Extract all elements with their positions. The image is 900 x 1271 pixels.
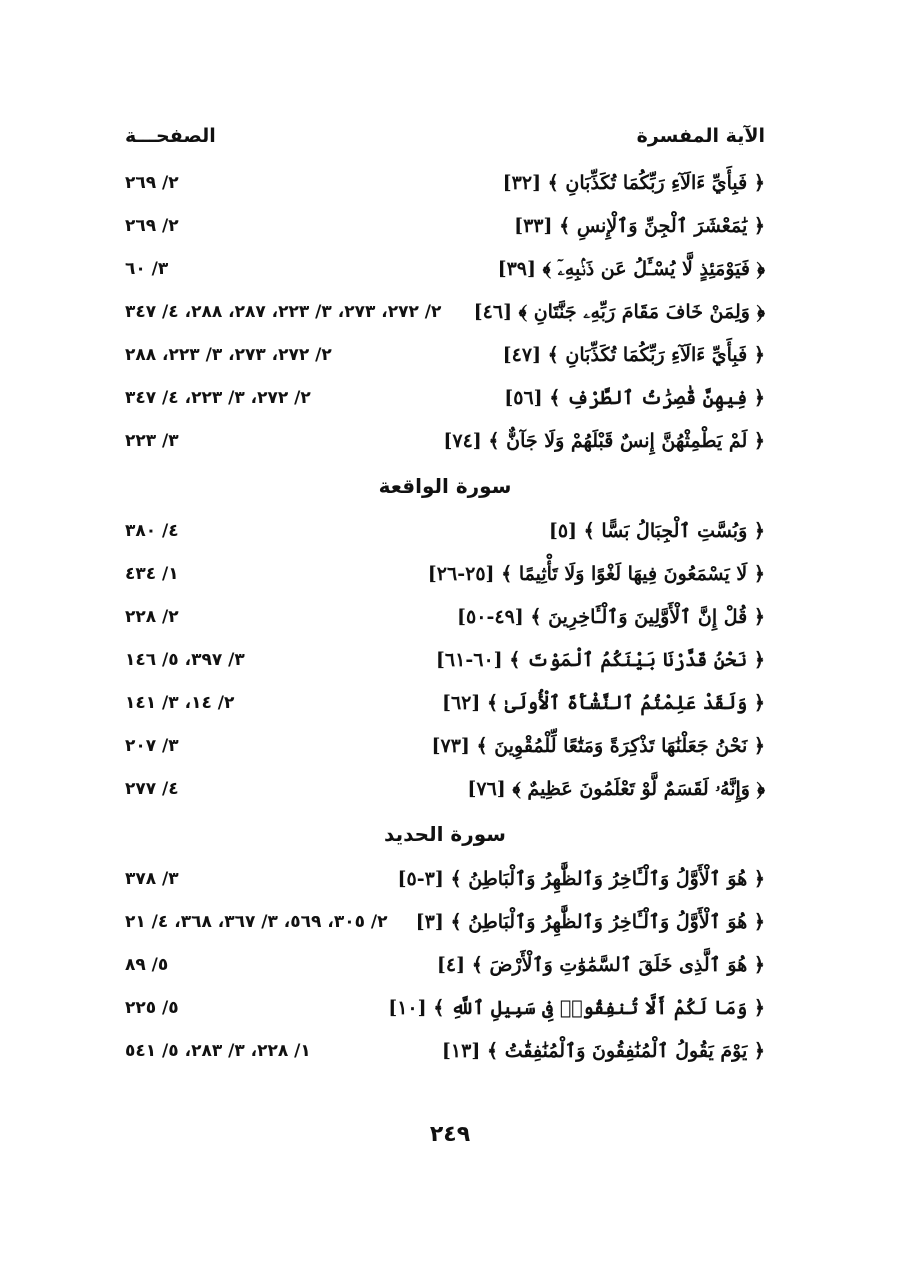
index-row <box>125 772 765 806</box>
verse-text: ﴿ يَٰمَعْشَرَ ٱلْجِنِّ وَٱلْإِنسِ ﴾ [٣٣] <box>514 215 765 237</box>
page-references: ٢/ ٢٢٨ <box>125 607 179 627</box>
page-number: ٢٤٩ <box>429 1122 471 1147</box>
page-references: ٢/ ١٤، ٣/ ١٤١ <box>125 693 235 713</box>
page-references: ١/ ٢٢٨، ٣/ ٢٨٣، ٥/ ٥٤١ <box>125 1041 311 1061</box>
verse-text: ﴿ قُلْ إِنَّ ٱلْأَوَّلِينَ وَٱلْـَٔاخِرِينَ ﴾ [٤٩-٥٠] <box>457 606 765 628</box>
verse-text: ﴿ وَمَا لَكُمْ أَلَّا تُنفِقُوا۟ فِى سَبِيلِ ٱللَّهِ ﴾ [١٠] <box>388 997 765 1019</box>
surah-title: سورة الواقعة <box>378 474 512 498</box>
page-references: ٥/ ٢٢٥ <box>125 998 179 1018</box>
page-references: ٢/ ٢٧٢، ٢٧٣، ٣/ ٢٢٣، ٢٨٨ <box>125 345 332 365</box>
index-row <box>125 514 765 548</box>
verse-text: ﴿ هُوَ ٱلَّذِى خَلَقَ ٱلسَّمَٰوَٰتِ وَٱلْأَرْضَ ﴾ [٤] <box>436 954 765 976</box>
page-references: ٥/ ٨٩ <box>125 955 169 975</box>
index-row <box>125 166 765 200</box>
verse-text: ﴿ هُوَ ٱلْأَوَّلُ وَٱلْـَٔاخِرُ وَٱلظَّٰهِرُ وَٱلْبَاطِنُ ﴾ [٣] <box>415 911 765 933</box>
verse-text: ﴿ وَلِمَنْ خَافَ مَقَامَ رَبِّهِۦ جَنَّتَانِ ﴾ [٤٦] <box>473 301 765 323</box>
index-row <box>125 729 765 763</box>
page-references: ٣/ ٢٢٣ <box>125 431 179 451</box>
index-row <box>125 600 765 634</box>
index-row <box>125 991 765 1025</box>
verse-column-header: الآية المفسرة <box>636 125 765 147</box>
verse-text: ﴿ يَوْمَ يَقُولُ ٱلْمُنَٰفِقُونَ وَٱلْمُنَٰفِقَٰتُ ﴾ [١٣] <box>441 1040 765 1062</box>
page-references: ٢/ ٢٦٩ <box>125 173 179 193</box>
index-row <box>125 338 765 372</box>
verse-text: ﴿ نَحْنُ جَعَلْنَٰهَا تَذْكِرَةً وَمَتَٰعًا لِّلْمُقْوِينَ ﴾ [٧٣] <box>431 735 765 757</box>
verse-text: ﴿ لَا يَسْمَعُونَ فِيهَا لَغْوًا وَلَا تَأْثِيمًا ﴾ [٢٥-٢٦] <box>427 563 765 585</box>
index-row <box>125 424 765 458</box>
page-references: ١/ ٤٣٤ <box>125 564 179 584</box>
page-references: ٣/ ٣٩٧، ٥/ ١٤٦ <box>125 650 245 670</box>
verse-text: ﴿ وَلَقَدْ عَلِمْتُمُ ٱلنَّشْأَةَ ٱلْأُولَىٰ ﴾ [٦٢] <box>441 692 765 714</box>
verse-text: ﴿ فِيهِنَّ قَٰصِرَٰتُ ٱلطَّرْفِ ﴾ [٥٦] <box>504 387 765 409</box>
index-row <box>125 643 765 677</box>
verse-text: ﴿ لَمْ يَطْمِثْهُنَّ إِنسٌ قَبْلَهُمْ وَلَا جَآنٌّ ﴾ [٧٤] <box>443 430 765 452</box>
index-row <box>125 557 765 591</box>
page-references: ٢/ ٣٠٥، ٥٦٩، ٣/ ٣٦٧، ٣٦٨، ٤/ ٢١ <box>125 912 388 932</box>
page-references: ٢/ ٢٦٩ <box>125 216 179 236</box>
verse-text: ﴿ فَبِأَيِّ ءَالَآءِ رَبِّكُمَا تُكَذِّبَانِ ﴾ [٣٢] <box>502 172 765 194</box>
table-header <box>125 118 765 154</box>
verse-text: ﴿ وَإِنَّهُۥ لَقَسَمٌ لَّوْ تَعْلَمُونَ عَظِيمٌ ﴾ [٧٦] <box>467 778 765 800</box>
index-row <box>125 948 765 982</box>
index-row <box>125 1034 765 1068</box>
page-column-header: الصفحـــة <box>125 125 216 147</box>
page-references: ٣/ ٢٠٧ <box>125 736 179 756</box>
index-row <box>125 252 765 286</box>
index-row <box>125 905 765 939</box>
verse-text: ﴿ وَبُسَّتِ ٱلْجِبَالُ بَسًّا ﴾ [٥] <box>548 520 765 542</box>
index-row <box>125 381 765 415</box>
surah-title: سورة الحديد <box>384 822 506 846</box>
verse-text: ﴿ فَيَوْمَئِذٍ لَّا يُسْـَٔلُ عَن ذَنۢبِهِۦٓ ﴾ [٣٩] <box>497 258 765 280</box>
page-references: ٤/ ٢٧٧ <box>125 779 179 799</box>
page-references: ٢/ ٢٧٢، ٣/ ٢٢٣، ٤/ ٣٤٧ <box>125 388 311 408</box>
page-references: ٣/ ٣٧٨ <box>125 869 179 889</box>
page-references: ٢/ ٢٧٢، ٢٧٣، ٣/ ٢٢٣، ٢٨٧، ٢٨٨، ٤/ ٣٤٧ <box>125 302 442 322</box>
index-row <box>125 295 765 329</box>
verse-text: ﴿ هُوَ ٱلْأَوَّلُ وَٱلْـَٔاخِرُ وَٱلظَّٰهِرُ وَٱلْبَاطِنُ ﴾ [٣-٥] <box>397 868 765 890</box>
index-row <box>125 686 765 720</box>
verse-text: ﴿ فَبِأَيِّ ءَالَآءِ رَبِّكُمَا تُكَذِّبَانِ ﴾ [٤٧] <box>502 344 765 366</box>
page-references: ٣/ ٦٠ <box>125 259 169 279</box>
index-row <box>125 862 765 896</box>
page-references: ٤/ ٣٨٠ <box>125 521 179 541</box>
index-row <box>125 209 765 243</box>
verse-text: ﴿ نَحْنُ قَدَّرْنَا بَيْنَكُمُ ٱلْمَوْتَ ﴾ [٦٠-٦١] <box>435 649 765 671</box>
